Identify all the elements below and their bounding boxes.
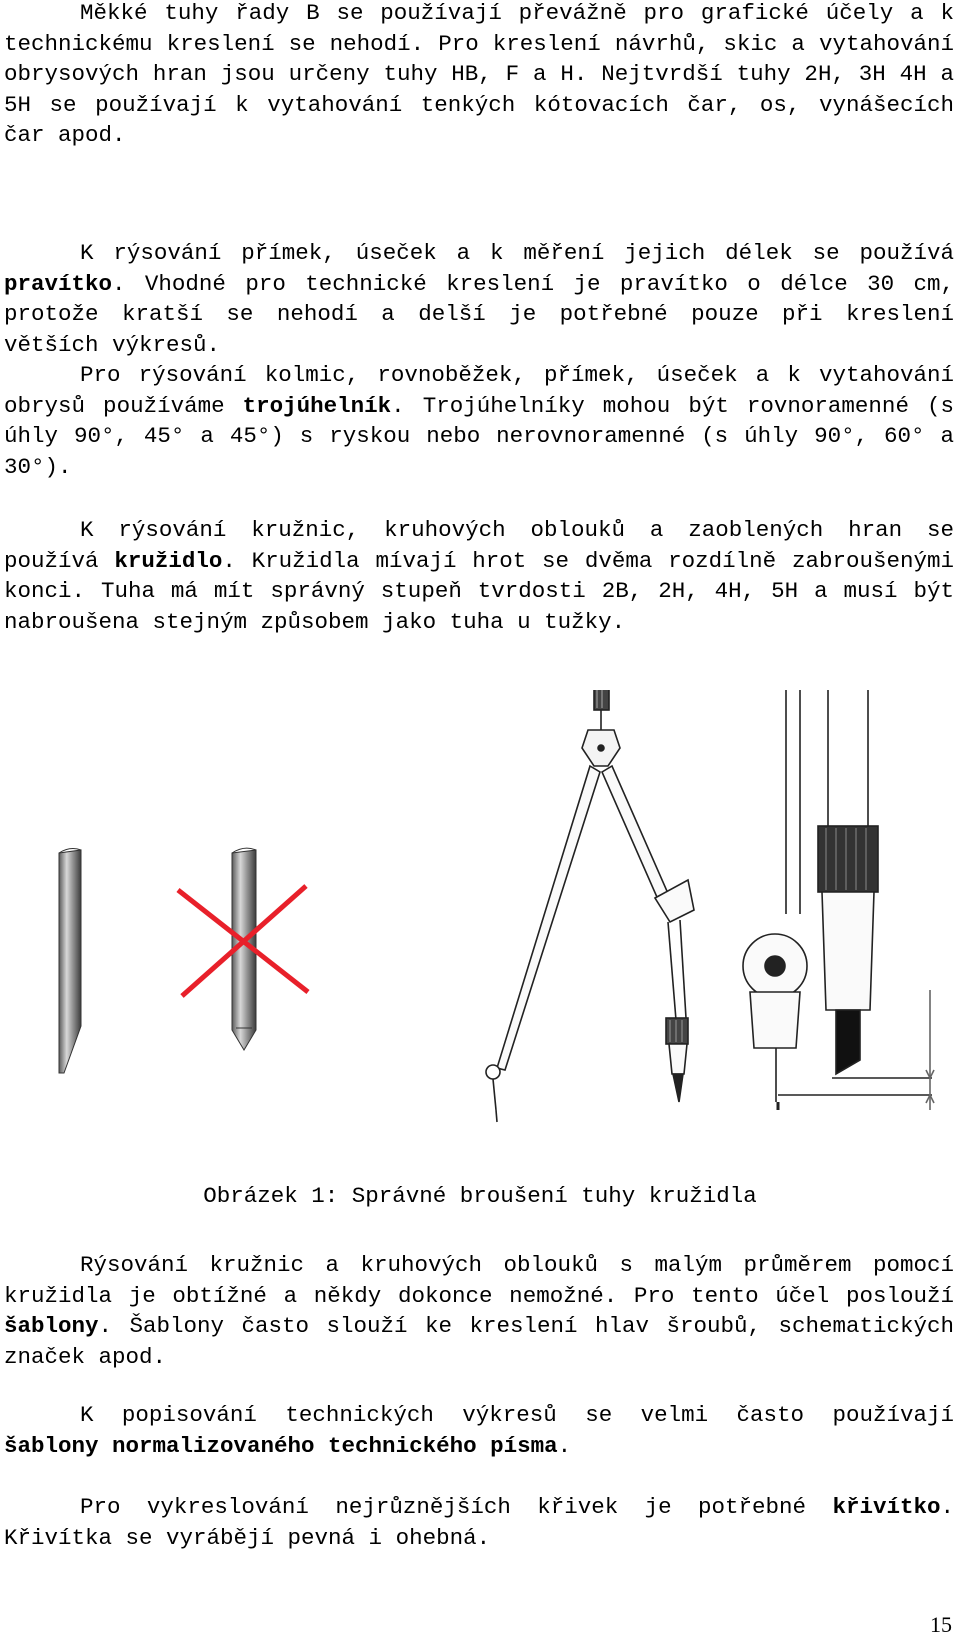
paragraph-text: Měkké tuhy řady B se používají převážně pro grafické účely a k technickému kreslení se nehodí. Pro kreslení návrhů, skic a vytahování obrysových hran jsou určeny tuhy HB, F a H. Nejtvrdší tuhy 2H, 3H 4H a 5H se používají k vytahování tenkých kótovacích čar, os, vynášecích čar apod. [4, 0, 954, 148]
lead-holder-detail-icon [743, 690, 934, 1110]
page-number: 15 [930, 1612, 952, 1637]
paragraph-text: . [557, 1432, 572, 1459]
paragraph-text: . Vhodné pro technické kreslení je pravítko o délce 30 cm, protože kratší se nehodí a delší je potřebné pouze při kreslení větších výkresů. [4, 270, 954, 358]
term-templates: šablony [4, 1313, 99, 1339]
paragraph-compass [4, 515, 954, 637]
paragraph-text: Rýsování kružnic a kruhových oblouků s malým průměrem pomocí kružidla je obtížné a někdy dokonce nemožné. Pro tento účel poslouží [4, 1252, 954, 1309]
figure-compass-lead [0, 690, 960, 1170]
paragraph-text: Pro vykreslování nejrůznějších křivek je potřebné [80, 1494, 833, 1520]
paragraph-templates [4, 1250, 954, 1372]
paragraph-text: . Trojúhelníky mohou být rovnoramenné (s úhly 90°, 45° a 45°) s ryskou nebo nerovnoramenné (s úhly 90°, 60° a 30°). [4, 392, 954, 480]
figure-caption: Obrázek 1: Správné broušení tuhy kružidla [203, 1183, 757, 1209]
paragraph-text: Pro rýsování kolmic, rovnoběžek, přímek, úseček a k vytahování obrysů používáme [4, 362, 954, 419]
term-ruler: pravítko [4, 270, 113, 297]
term-french-curve: křivítko [832, 1494, 941, 1520]
term-compass: kružidlo [114, 547, 223, 574]
paragraph-text: K rýsování kružnic, kruhových oblouků a zaoblených hran se používá [4, 517, 954, 574]
paragraph-text: . Kružidla mívají hrot se dvěma rozdílně zabroušenými konci. Tuha má mít správný stupeň tvrdosti 2B, 2H, 4H, 5H a musí být nabroušena stejným způsobem jako tuha u tužky. [4, 547, 954, 635]
paragraph-lettering-templates [4, 1400, 954, 1461]
paragraph-french-curve [4, 1492, 954, 1553]
term-triangle: trojúhelník [242, 392, 392, 419]
paragraph-pencil-hardness [4, 0, 954, 151]
paragraph-text: . Šablony často slouží ke kreslení hlav šroubů, schematických značek apod. [4, 1313, 954, 1370]
paragraph-text: . Křivítka se vyrábějí pevná i ohebná. [4, 1494, 954, 1551]
term-lettering-templates: šablony normalizovaného technického písma [4, 1432, 558, 1459]
paragraph-triangle [4, 360, 954, 482]
paragraph-text: K popisování technických výkresů se velmi často používají [80, 1402, 954, 1428]
paragraph-ruler [4, 238, 954, 360]
correct-lead-icon [59, 849, 81, 1073]
compass-icon [486, 690, 694, 1122]
paragraph-text: K rýsování přímek, úseček a k měření jejich délek se používá [80, 240, 954, 266]
